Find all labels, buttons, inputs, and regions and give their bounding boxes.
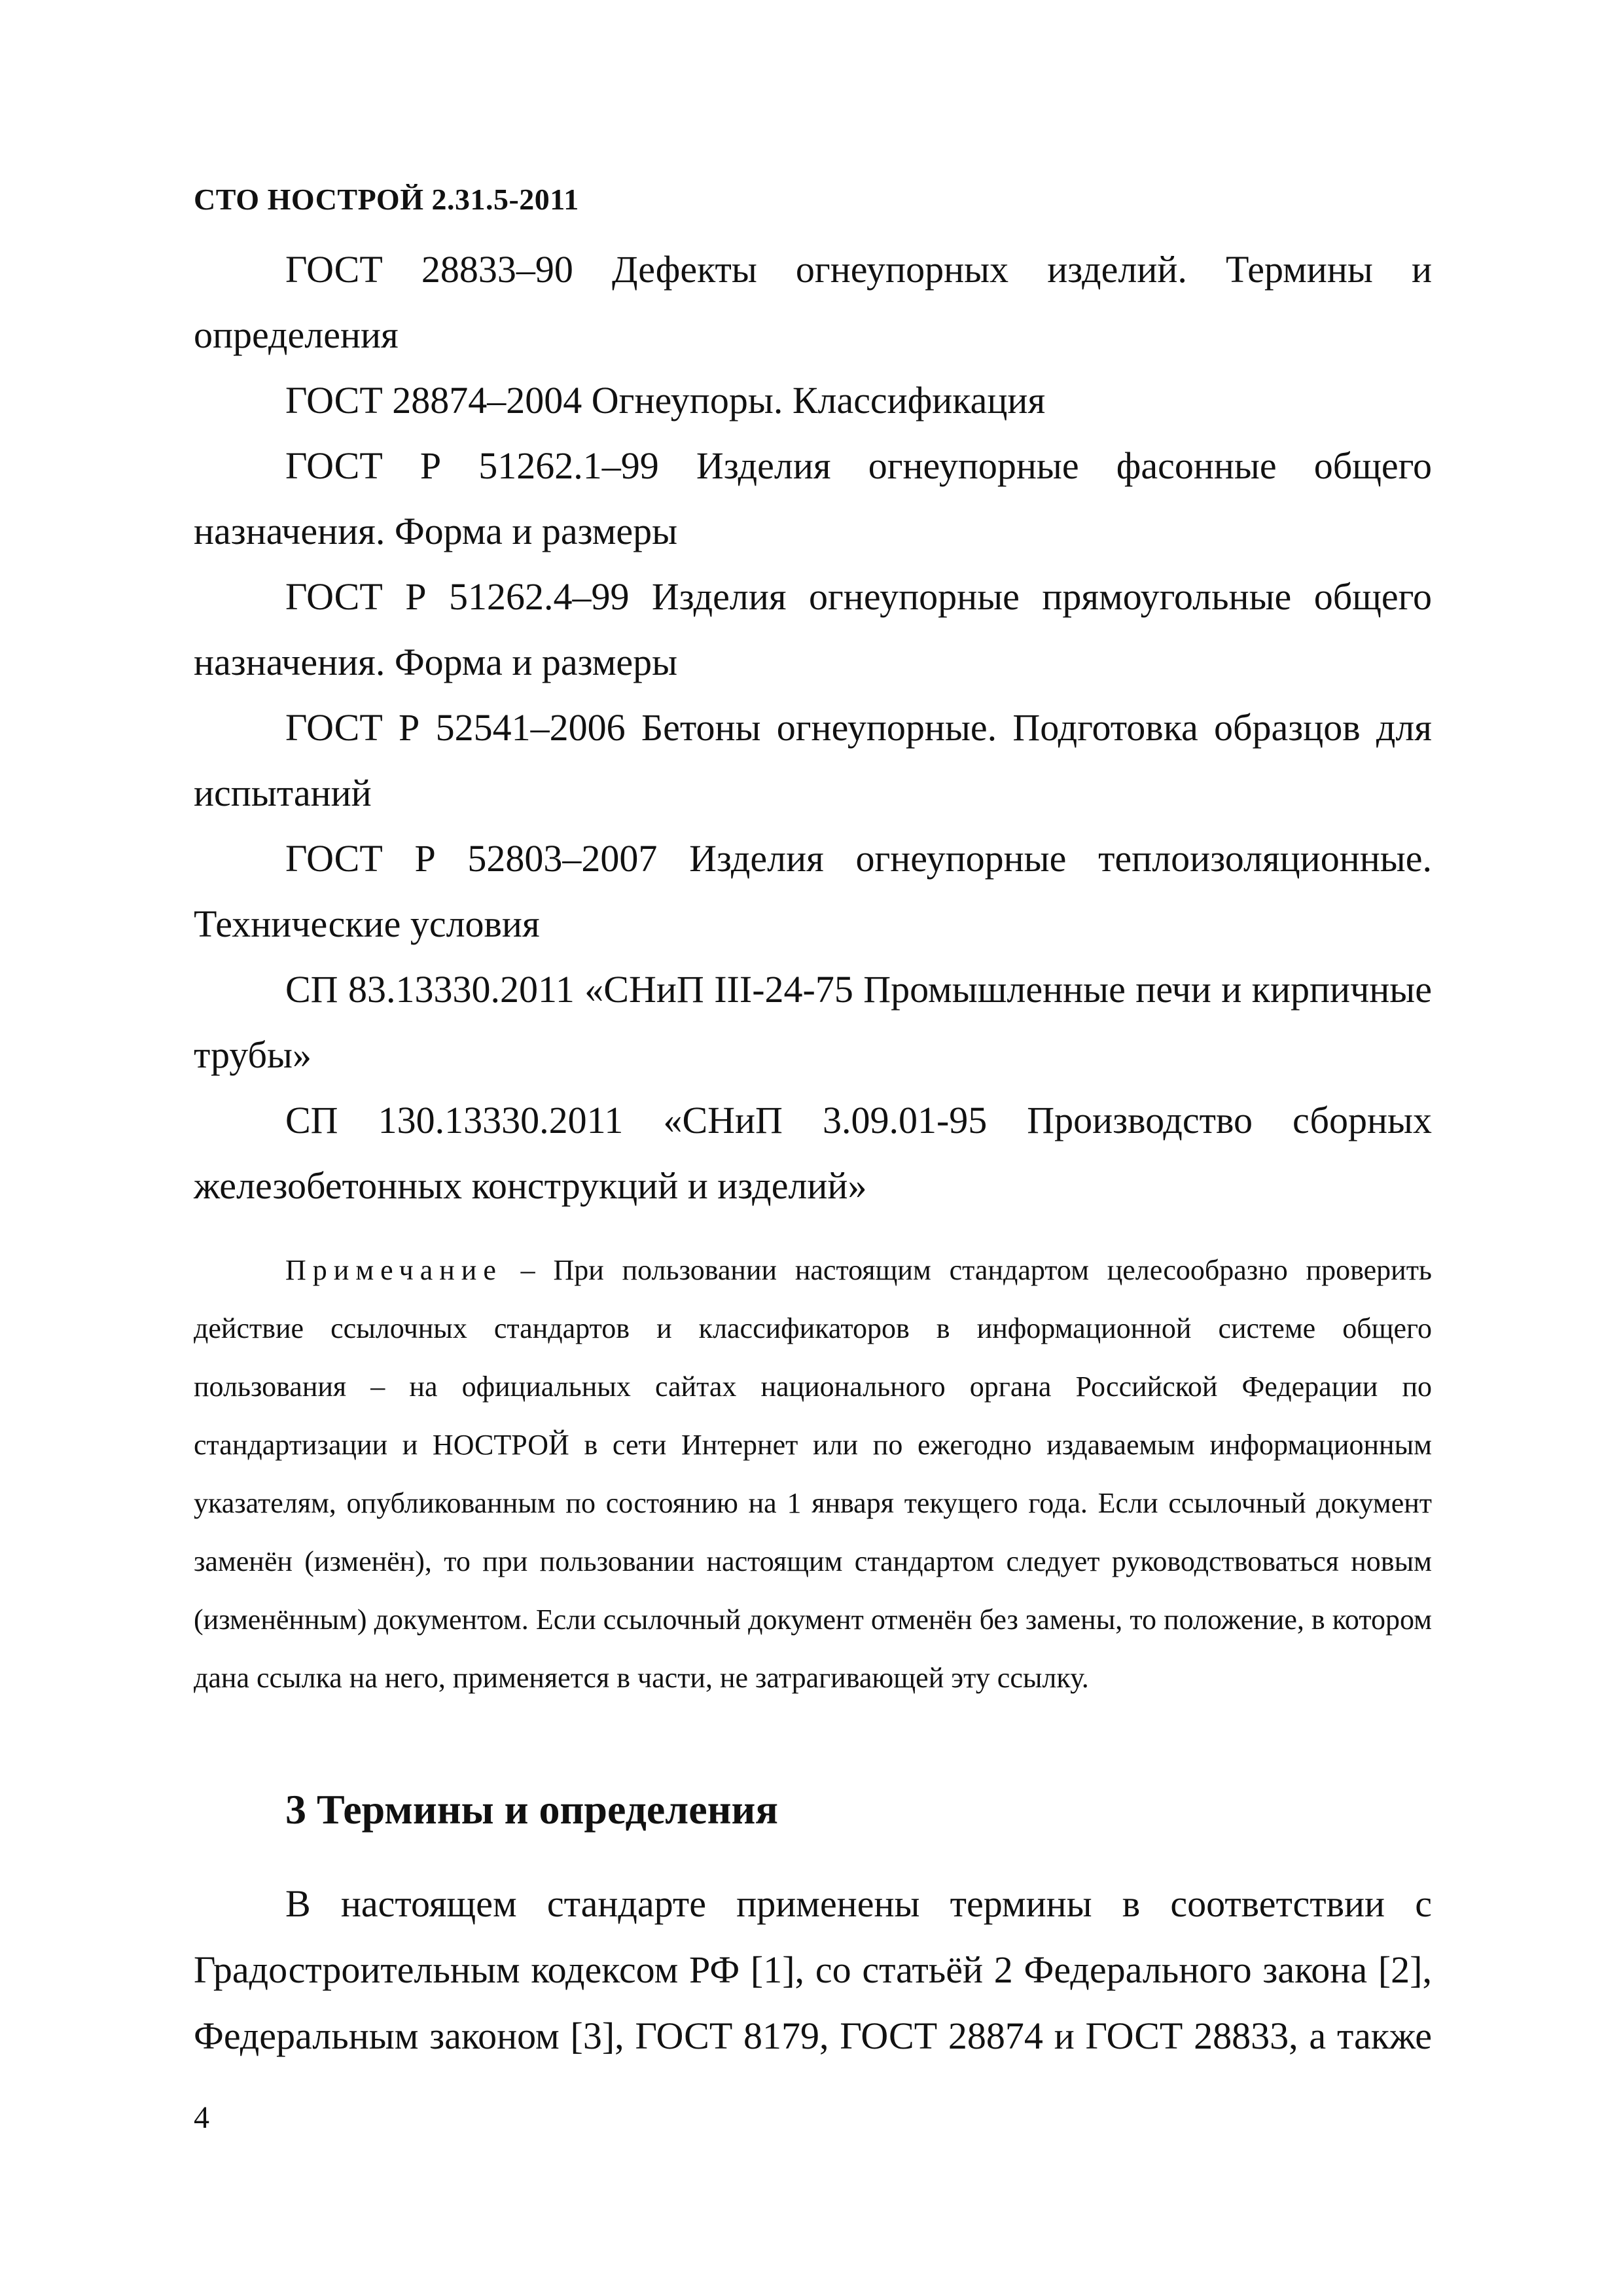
note-paragraph (194, 1241, 1432, 1707)
reference-item: СП 83.13330.2011 «СНиП III-24-75 Промышленные печи и кирпичные трубы» (194, 968, 1432, 1076)
reference-item: ГОСТ 28833–90 Дефекты огнеупорных изделий. Термины и определения (194, 248, 1432, 356)
document-header: СТО НОСТРОЙ 2.31.5-2011 (194, 183, 579, 216)
note-text: – При пользовании настоящим стандартом целесообразно проверить действие ссылочных стандартов и классификаторов в информационной системе общего пользования – на официальных сайтах национального органа Российской Федерации по стандартизации и НОСТРОЙ в сети Интернет или по ежегодно издаваемым информационным указателям, опубликованным по состоянию на 1 января текущего года. Если ссылочный документ заменён (изменён), то при пользовании настоящим стандартом следует руководствоваться новым (изменённым) документом. Если ссылочный документ отменён без замены, то положение, в котором дана ссылка на него, применяется в части, не затрагивающей эту ссылку. (194, 1254, 1432, 1694)
reference-item: ГОСТ Р 51262.1–99 Изделия огнеупорные фасонные общего назначения. Форма и размеры (194, 444, 1432, 552)
normative-references-list (194, 237, 1432, 1219)
reference-item: ГОСТ 28874–2004 Огнеупоры. Классификация (285, 379, 1046, 422)
section-paragraph: В настоящем стандарте применены термины в соответствии с Градостроительным кодексом РФ [1], со статьёй 2 Федерального закона [2], Федеральным законом [3], ГОСТ 8179, ГОСТ 28874 и ГОСТ 28833, а также (194, 1882, 1432, 2057)
reference-item: ГОСТ Р 52803–2007 Изделия огнеупорные теплоизоляционные. Технические условия (194, 837, 1432, 945)
reference-item: СП 130.13330.2011 «СНиП 3.09.01-95 Производство сборных железобетонных конструкций и изделий» (194, 1099, 1432, 1207)
reference-item: ГОСТ Р 52541–2006 Бетоны огнеупорные. Подготовка образцов для испытаний (194, 706, 1432, 814)
reference-item: ГОСТ Р 51262.4–99 Изделия огнеупорные прямоугольные общего назначения. Форма и размеры (194, 575, 1432, 683)
section-title: 3 Термины и определения (285, 1786, 778, 1833)
page-number: 4 (194, 2100, 209, 2135)
note-label: Примечание (285, 1254, 503, 1286)
